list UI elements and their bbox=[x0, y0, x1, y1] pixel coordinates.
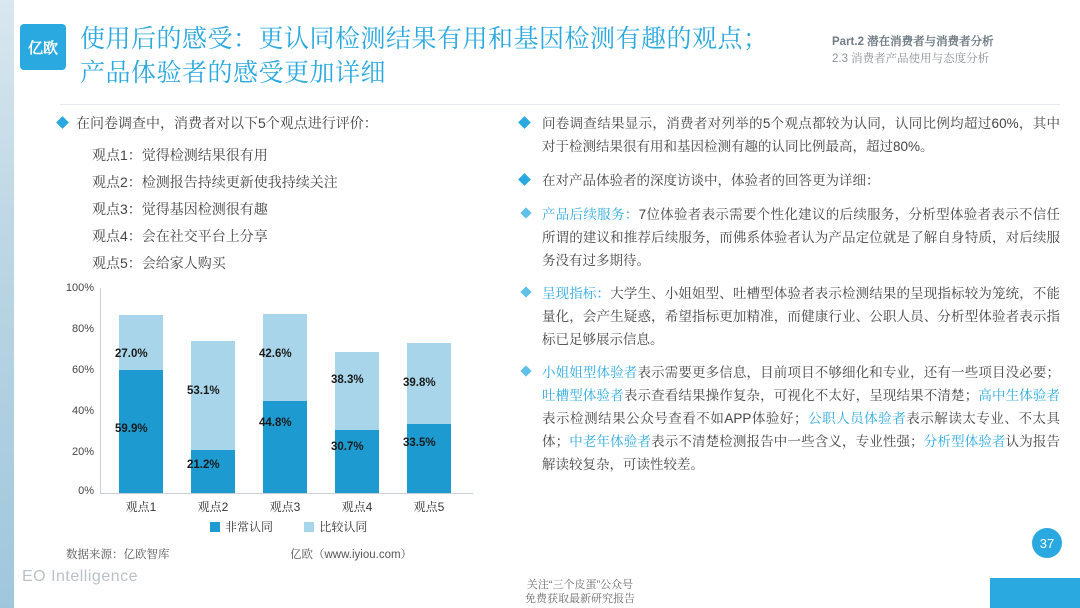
qr-caption-line2: 免费获取最新研究报告 bbox=[525, 593, 635, 605]
diamond-bullet-icon bbox=[518, 173, 531, 186]
diamond-bullet-icon bbox=[520, 207, 531, 218]
x-tick-2: 观点2 bbox=[197, 500, 229, 514]
footer-accent-bar bbox=[990, 578, 1080, 608]
bar-label-strong-4: 30.7% bbox=[331, 441, 364, 453]
sub-insight-indicators-text: 大学生、小姐姐型、吐槽型体验者表示检测结果的呈现指标较为笼统，不能量化，会产生疑惑，希望指标更加精准，而健康行业、公职人员、分析型体验者表示指标已足够展示信息。 bbox=[542, 286, 1061, 347]
bar-segment-somewhat-4 bbox=[335, 352, 379, 430]
insight-text-2: 在对产品体验者的深度访谈中，体验者的回答更为详细： bbox=[542, 173, 880, 188]
persona-1-label: 小姐姐型体验者 bbox=[542, 365, 638, 380]
y-tick-100: 100% bbox=[65, 282, 94, 294]
bar-segment-strong-5 bbox=[407, 424, 451, 493]
left-accent-bar bbox=[0, 0, 14, 608]
section-part: Part.2 潜在消费者与消费者分析 bbox=[832, 36, 994, 48]
persona-6-label: 分析型体验者 bbox=[923, 434, 1006, 449]
persona-6-text: 认为报告解读较复杂，可读性较差。 bbox=[542, 434, 1061, 472]
viewpoint-list bbox=[92, 142, 498, 277]
persona-1-text: 表示需要更多信息，目前项目不够细化和专业，还有一些项目没必要； bbox=[637, 365, 1061, 380]
diamond-bullet-icon bbox=[520, 365, 531, 376]
data-source: 数据来源：亿欧智库 bbox=[66, 549, 170, 561]
bar-segment-strong-4 bbox=[335, 430, 379, 493]
insight-item-2 bbox=[520, 169, 1060, 192]
x-tick-4: 观点4 bbox=[341, 500, 373, 514]
brand-logo bbox=[20, 24, 66, 70]
x-tick-1: 观点1 bbox=[125, 500, 157, 514]
chart-legend bbox=[210, 518, 367, 535]
legend-item-somewhat bbox=[304, 520, 367, 534]
y-tick-80: 80% bbox=[71, 323, 94, 335]
y-tick-20: 20% bbox=[71, 446, 94, 458]
survey-lead bbox=[58, 112, 498, 134]
right-column bbox=[520, 112, 1060, 486]
legend-item-strong bbox=[210, 520, 276, 534]
diamond-bullet-icon bbox=[518, 116, 531, 129]
insight-text-1: 问卷调查结果显示，消费者对列举的5个观点都较为认同，认同比例均超过60%，其中对于检测结果很有用和基因检测有趣的认同比例最高，超过80%。 bbox=[542, 116, 1060, 154]
list-item: 观点4：会在社交平台上分享 bbox=[92, 228, 268, 244]
stacked-bar-chart bbox=[60, 278, 490, 538]
x-tick-5: 观点5 bbox=[413, 500, 445, 514]
sub-insight-indicators bbox=[520, 282, 1060, 351]
legend-label-strong: 非常认同 bbox=[225, 520, 274, 534]
section-sub: 2.3 消费者产品使用与态度分析 bbox=[832, 53, 990, 65]
page-number-badge: 37 bbox=[1032, 528, 1062, 558]
qr-caption-line1: 关注“三个皮蛋”公众号 bbox=[526, 579, 634, 591]
y-tick-0: 0% bbox=[78, 485, 94, 497]
bar-label-somewhat-1: 27.0% bbox=[115, 348, 148, 360]
section-breadcrumb bbox=[832, 34, 1062, 68]
survey-lead-text: 在问卷调查中，消费者对以下5个观点进行评价： bbox=[76, 115, 378, 131]
chart-plot-area bbox=[100, 288, 473, 514]
persona-5-text: 表示不清楚检测报告中一些含义，专业性强； bbox=[651, 434, 924, 449]
diamond-bullet-icon bbox=[520, 286, 531, 297]
bar-label-strong-1: 59.9% bbox=[115, 423, 148, 435]
qr-caption bbox=[480, 578, 680, 606]
y-tick-60: 60% bbox=[71, 364, 94, 376]
footer-brand: EO Intelligence bbox=[22, 568, 139, 585]
legend-swatch-somewhat-icon bbox=[304, 522, 314, 532]
diamond-bullet-icon bbox=[56, 116, 69, 129]
persona-4-label: 公职人员体验者 bbox=[807, 411, 907, 426]
sub-insight-personas bbox=[520, 361, 1060, 476]
x-tick-3: 观点3 bbox=[269, 500, 301, 514]
bar-label-strong-3: 44.8% bbox=[259, 417, 292, 429]
bar-label-somewhat-4: 38.3% bbox=[331, 374, 364, 386]
bar-label-somewhat-2: 53.1% bbox=[187, 385, 220, 397]
sub-insight-service-text: 7位体验者表示需要个性化建议的后续服务，分析型体验者表示不信任所谓的建议和推荐后续服务，而佛系体验者认为产品定位就是了解自身特质，对后续服务没有过多期待。 bbox=[542, 207, 1060, 268]
bar-segment-strong-3 bbox=[263, 401, 307, 493]
persona-3-label: 高中生体验者 bbox=[978, 388, 1061, 403]
persona-4-text: 表示解读太专业、不太具体； bbox=[542, 411, 1061, 449]
legend-swatch-strong-icon bbox=[210, 522, 220, 532]
list-item: 观点2：检测报告持续更新使我持续关注 bbox=[92, 174, 338, 190]
list-item: 观点1：觉得检测结果很有用 bbox=[92, 147, 268, 163]
bar-segment-somewhat-1 bbox=[119, 315, 163, 370]
y-tick-40: 40% bbox=[71, 405, 94, 417]
persona-3-text: 表示检测结果公众号查看不如APP体验好； bbox=[542, 411, 808, 426]
bar-label-somewhat-3: 42.6% bbox=[259, 348, 292, 360]
sub-insight-service-label: 产品后续服务： bbox=[542, 207, 639, 222]
left-column bbox=[58, 112, 498, 277]
page-title bbox=[80, 22, 840, 90]
sub-insight-indicators-label: 呈现指标： bbox=[542, 286, 611, 301]
page-title-line2: 产品体验者的感受更加详细 bbox=[80, 59, 387, 87]
list-item: 观点3：觉得基因检测很有趣 bbox=[92, 201, 268, 217]
legend-label-somewhat: 比较认同 bbox=[319, 520, 368, 534]
persona-2-label: 吐槽型体验者 bbox=[542, 388, 624, 403]
bar-segment-strong-2 bbox=[191, 450, 235, 493]
insight-item-1 bbox=[520, 112, 1060, 158]
persona-2-text: 表示查看结果操作复杂，可视化不太好，呈现结果不清楚； bbox=[623, 388, 979, 403]
bar-label-somewhat-5: 39.8% bbox=[403, 377, 436, 389]
list-item: 观点5：会给家人购买 bbox=[92, 255, 226, 271]
header-divider bbox=[60, 104, 1060, 105]
site-url: 亿欧（www.iyiou.com） bbox=[290, 549, 413, 561]
page-title-line1: 使用后的感受：更认同检测结果有用和基因检测有趣的观点； bbox=[80, 25, 769, 53]
bar-label-strong-5: 33.5% bbox=[403, 437, 436, 449]
brand-logo-text: 亿欧 bbox=[27, 39, 58, 57]
sub-insight-service bbox=[520, 203, 1060, 272]
persona-5-label: 中老年体验者 bbox=[569, 434, 652, 449]
bar-label-strong-2: 21.2% bbox=[187, 459, 220, 471]
